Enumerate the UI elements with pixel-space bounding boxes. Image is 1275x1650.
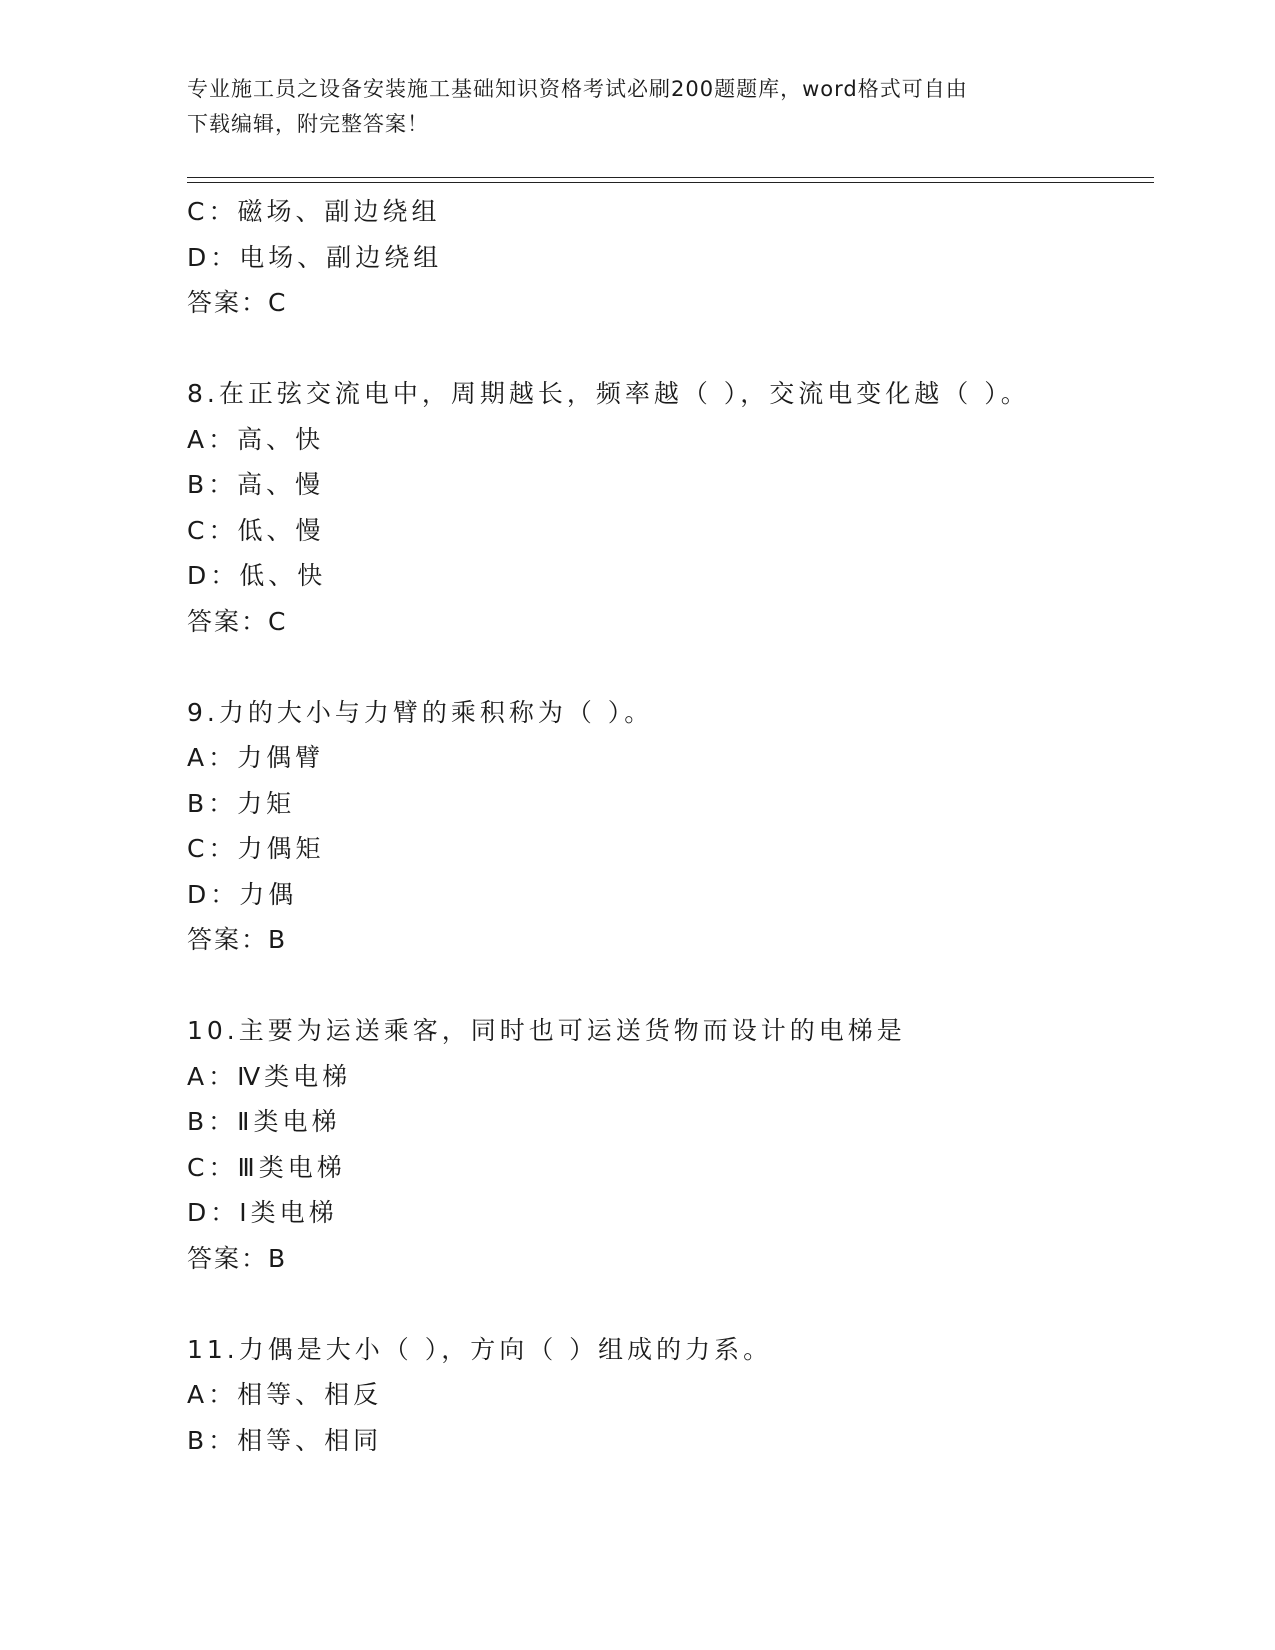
option-d: D：力偶 [187, 879, 298, 909]
question-11 [187, 1327, 1147, 1464]
document-header [187, 72, 1067, 142]
option-c: C：磁场、副边绕组 [187, 197, 441, 226]
option-b: B：力矩 [187, 788, 296, 818]
answer-line: 答案：C [187, 288, 288, 317]
option-a: A：力偶臂 [187, 743, 325, 772]
option-c: C：Ⅲ类电梯 [187, 1152, 346, 1182]
option-d: D：低、快 [187, 561, 327, 590]
question-list [187, 189, 1147, 1463]
question-text: 10.主要为运送乘客，同时也可运送货物而设计的电梯是 [187, 1016, 906, 1045]
question-text: 9.力的大小与力臂的乘积称为（ ）。 [187, 697, 654, 727]
header-title-line-2: 下载编辑，附完整答案！ [187, 112, 429, 136]
answer-line: 答案：B [187, 1243, 288, 1273]
answer-line: 答案：C [187, 606, 288, 636]
question-text: 8.在正弦交流电中，周期越长，频率越（ ），交流电变化越（ ）。 [187, 379, 1030, 408]
option-d: D：电场、副边绕组 [187, 242, 443, 272]
question-7-continued [187, 189, 1147, 326]
option-a: A：Ⅳ类电梯 [187, 1061, 352, 1091]
option-b: B：相等、相同 [187, 1425, 383, 1455]
option-b: B：高、慢 [187, 470, 325, 499]
question-text: 11.力偶是大小（ ），方向（ ）组成的力系。 [187, 1334, 773, 1364]
header-title-line-1: 专业施工员之设备安装施工基础知识资格考试必刷200题题库，word格式可自由 [187, 77, 968, 101]
question-9 [187, 690, 1147, 963]
header-divider-top [187, 177, 1154, 178]
option-a: A：相等、相反 [187, 1380, 383, 1409]
option-c: C：力偶矩 [187, 834, 325, 863]
option-c: C：低、慢 [187, 515, 325, 545]
question-10 [187, 1008, 1147, 1281]
question-8 [187, 371, 1147, 644]
option-b: B：Ⅱ类电梯 [187, 1107, 341, 1136]
answer-line: 答案：B [187, 925, 288, 954]
header-divider-bottom [187, 182, 1154, 183]
option-a: A：高、快 [187, 424, 325, 454]
option-d: D：Ⅰ类电梯 [187, 1198, 338, 1227]
